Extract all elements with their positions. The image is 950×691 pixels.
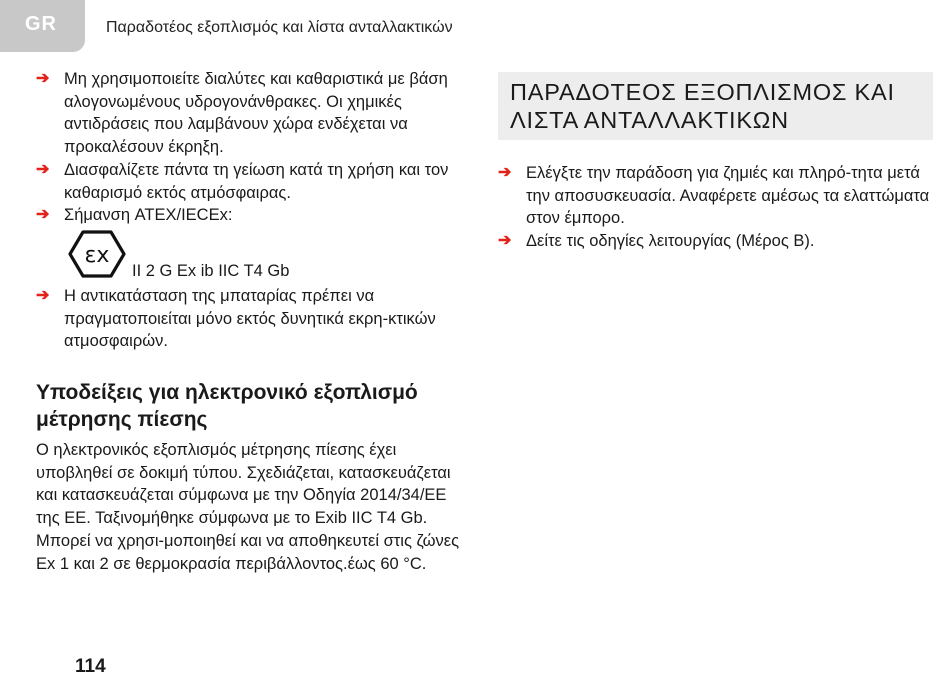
list-item [498,230,933,253]
list-item [36,159,466,204]
arrow-right-icon: ➔ [36,70,50,87]
list-item [36,285,466,353]
list-item-text: Διασφαλίζετε πάντα τη γείωση κατά τη χρήση και τον καθαρισμό εκτός ατμόσφαιρας. [64,160,449,202]
atex-symbol-text: εx [84,242,110,268]
list-item [498,162,933,230]
left-column [36,68,466,575]
list-item-text: Μη χρησιμοποιείτε διαλύτες και καθαριστικά με βάση αλογονωμένους υδρογονάνθρακες. Οι χημικές αντιδράσεις που λαμβάνουν χώρα ενδέχεται να προκαλέσουν έκρηξη. [64,70,448,157]
list-item-text: Η αντικατάσταση της μπαταρίας πρέπει να πραγματοποιείται μόνο εκτός δυνητικά εκρη-κτικών ατμοσφαιρών. [64,286,436,351]
arrow-right-icon: ➔ [36,206,50,224]
body-paragraph: Ο ηλεκτρονικός εξοπλισμός μέτρησης πίεσης έχει υποβληθεί σε δοκιμή τύπου. Σχεδιάζεται, κατασκευάζεται και κατασκευάζεται σύμφωνα με την Οδηγία 2014/34/ΕΕ της ΕΕ. Ταξινομήθηκε σύμφωνα με το Exib IIC T4 Gb. Μπορεί να χρησι-μοποιηθεί και να αποθηκευτεί στις ζώνες Ex 1 και 2 σε θερμοκρασία περιβάλλοντος.έως 60 °C. [36,441,460,573]
page-header-title: Παραδοτέος εξοπλισμός και λίστα ανταλλακτικών [106,19,453,36]
arrow-right-icon: ➔ [498,232,512,250]
language-tab [0,0,85,52]
section-subheading: Υποδείξεις για ηλεκτρονικό εξοπλισμό μέτρησης πίεσης [36,381,418,432]
atex-marking-text: II 2 G Ex ib IIC T4 Gb [132,261,290,280]
battery-bullet-list [36,285,466,353]
arrow-right-icon: ➔ [498,164,512,181]
list-item-text: Σήμανση ATEX/IECEx: [64,206,233,225]
section-title-line-1: ΠΑΡΑΔΟΤΕΟΣ ΕΞΟΠΛΙΣΜΟΣ ΚΑΙ [510,79,895,105]
list-item-text: Δείτε τις οδηγίες λειτουργίας (Μέρος B). [526,232,815,251]
delivery-bullet-list [498,162,933,253]
atex-marking [64,229,466,285]
section-title-box [498,72,933,140]
language-tab-label: GR [25,13,57,35]
list-item [36,204,466,227]
ex-hexagon-icon [68,229,126,279]
right-column [498,72,933,253]
safety-bullet-list [36,68,466,227]
list-item [36,68,466,159]
section-title-line-2: ΛΙΣΤΑ ΑΝΤΑΛΛΑΚΤΙΚΩΝ [510,107,789,133]
arrow-right-icon: ➔ [36,286,50,304]
list-item-text: Ελέγξτε την παράδοση για ζημιές και πληρό-τητα μετά την αποσυσκευασία. Αναφέρετε αμέσως τα ελαττώματα στον έμπορο. [526,164,930,228]
page-number: 114 [75,656,106,677]
arrow-right-icon: ➔ [36,160,50,178]
